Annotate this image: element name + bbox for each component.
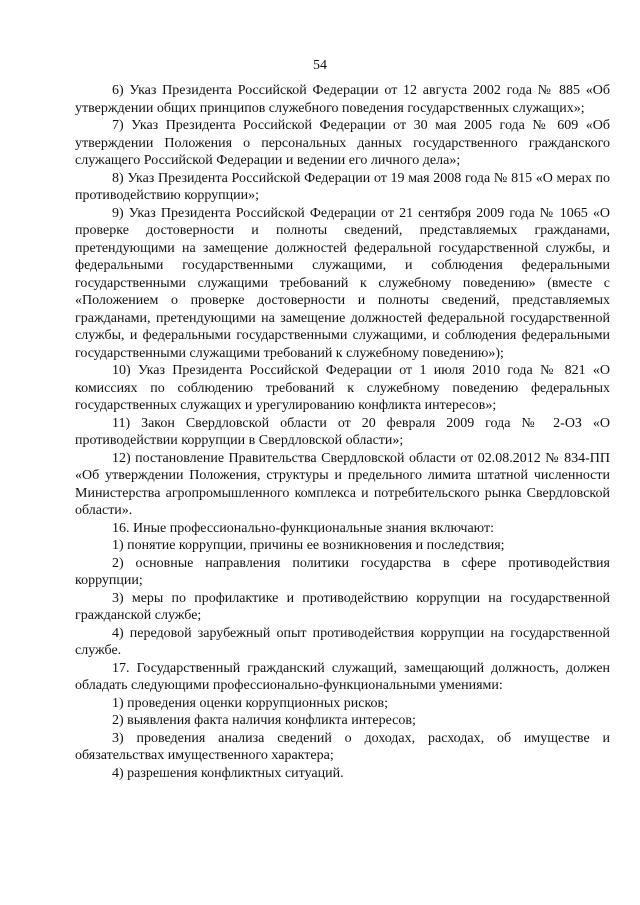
list-item-decree-821: 10) Указ Президента Российской Федерации от 1 июля 2010 года № 821 «О комиссиях по соблюдению требований к служебному поведению федеральных государственных служащих и урегулированию конфликта интересов»; [75, 363, 610, 413]
document-body [75, 82, 610, 782]
knowledge-item-4: 4) передовой зарубежный опыт противодействия коррупции на государственной службе. [75, 625, 610, 658]
page-number: 54 [313, 58, 327, 73]
skill-item-3: 3) проведения анализа сведений о доходах, расходах, об имуществе и обязательствах имущественного характера; [75, 730, 610, 763]
skill-item-2: 2) выявления факта наличия конфликта интересов; [112, 713, 416, 728]
list-item-law-2-oz: 11) Закон Свердловской области от 20 февраля 2009 года № 2-ОЗ «О противодействии коррупции в Свердловской области»; [75, 415, 610, 448]
section-16-heading: 16. Иные профессионально-функциональные знания включают: [112, 520, 494, 536]
skill-item-1: 1) проведения оценки коррупционных рисков; [112, 695, 389, 711]
knowledge-item-3: 3) меры по профилактике и противодействию коррупции на государственной гражданской службе; [75, 590, 610, 623]
list-item-resolution-834-pp: 12) постановление Правительства Свердловской области от 02.08.2012 № 834-ПП «Об утверждении Положения, структуры и предельного лимита штатной численности Министерства агропромышленного комплекса и потребительского рынка Свердловской области». [75, 450, 610, 518]
knowledge-item-2: 2) основные направления политики государства в сфере противодействия коррупции; [75, 555, 610, 588]
knowledge-item-1: 1) понятие коррупции, причины ее возникновения и последствия; [112, 538, 505, 553]
list-item-decree-1065: 9) Указ Президента Российской Федерации от 21 сентября 2009 года № 1065 «О проверке достоверности и полноты сведений, представляемых гражданами, претендующими на замещение должностей федеральной государственной службы, и федеральными государственными служащими, и соблюдения федеральными государственными служащими требований к служебному поведению» (вместе с «Положением о проверке достоверности и полноты сведений, представляемых гражданами, претендующими на замещение должностей федеральной государственной службы, и федеральными государственными служащими, и соблюдения федеральными государственными служащими требований к служебному поведению»); [75, 205, 610, 361]
list-item-decree-815: 8) Указ Президента Российской Федерации от 19 мая 2008 года № 815 «О мерах по противодействию коррупции»; [75, 170, 610, 203]
skill-item-4: 4) разрешения конфликтных ситуаций. [112, 765, 344, 781]
list-item-decree-609: 7) Указ Президента Российской Федерации от 30 мая 2005 года № 609 «Об утверждении Положения о персональных данных государственного гражданского служащего Российской Федерации и ведении его личного дела»; [75, 118, 610, 168]
list-item-decree-885: 6) Указ Президента Российской Федерации от 12 августа 2002 года № 885 «Об утверждении общих принципов служебного поведения государственных служащих»; [75, 83, 610, 116]
section-17-heading: 17. Государственный гражданский служащий, замещающий должность, должен обладать следующими профессионально-функциональными умениями: [75, 660, 610, 693]
